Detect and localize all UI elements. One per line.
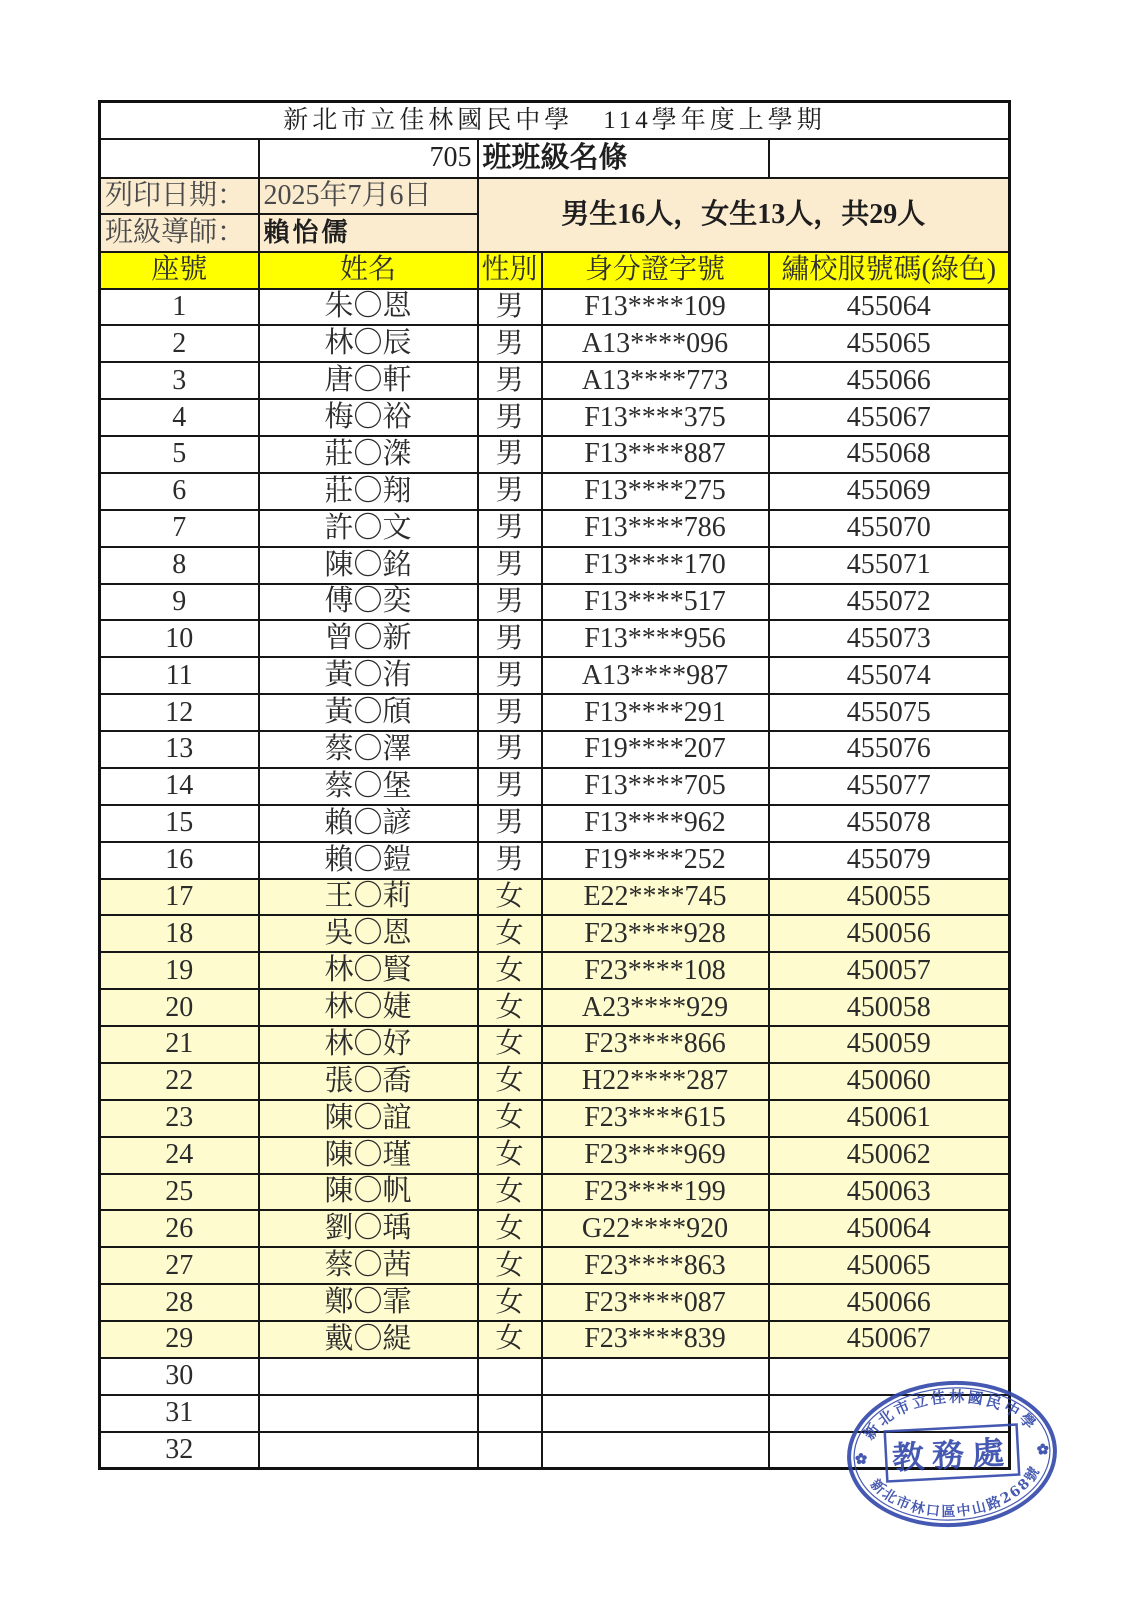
stamp-top-text: 新北市立佳林國民中學	[860, 1387, 1042, 1444]
student-id-cell: F13****887	[542, 436, 769, 473]
roster-title: 班班級名條	[478, 139, 769, 178]
student-seat-cell: 12	[100, 694, 259, 731]
student-row	[100, 1100, 1010, 1137]
column-header-row	[100, 252, 1010, 289]
student-uniform-no-cell: 455079	[769, 842, 1010, 879]
student-sex-cell: 女	[478, 1247, 542, 1284]
student-seat-cell: 18	[100, 915, 259, 952]
student-uniform-no-cell: 450062	[769, 1137, 1010, 1174]
student-row	[100, 731, 1010, 768]
student-name-cell: 莊〇滐	[259, 436, 478, 473]
student-sex-cell: 女	[478, 1321, 542, 1358]
document-title	[100, 102, 1010, 139]
student-name-cell: 朱〇恩	[259, 289, 478, 326]
student-sex-cell: 男	[478, 325, 542, 362]
blank-cell	[769, 139, 1010, 178]
student-name-cell: 吳〇恩	[259, 915, 478, 952]
student-row	[100, 620, 1010, 657]
student-row	[100, 1063, 1010, 1100]
student-id-cell: F13****109	[542, 289, 769, 326]
student-uniform-no-cell: 450066	[769, 1284, 1010, 1321]
student-name-cell: 莊〇翔	[259, 473, 478, 510]
student-id-cell: F13****291	[542, 694, 769, 731]
student-name-cell: 林〇賢	[259, 952, 478, 989]
student-row	[100, 1321, 1010, 1358]
student-sex-cell	[478, 1395, 542, 1432]
student-sex-cell: 男	[478, 473, 542, 510]
student-seat-cell: 10	[100, 620, 259, 657]
student-seat-cell: 15	[100, 805, 259, 842]
term-label: 114學年度上學期	[603, 106, 826, 134]
student-row	[100, 989, 1010, 1026]
student-seat-cell: 30	[100, 1358, 259, 1395]
student-name-cell: 蔡〇茜	[259, 1247, 478, 1284]
student-row	[100, 325, 1010, 362]
student-uniform-no-cell: 450064	[769, 1210, 1010, 1247]
student-uniform-no-cell: 455071	[769, 547, 1010, 584]
student-id-cell: A13****096	[542, 325, 769, 362]
student-id-cell: F23****087	[542, 1284, 769, 1321]
student-id-cell: F13****956	[542, 620, 769, 657]
student-row	[100, 1026, 1010, 1063]
student-row	[100, 289, 1010, 326]
student-uniform-no-cell: 455067	[769, 399, 1010, 436]
student-seat-cell: 22	[100, 1063, 259, 1100]
student-seat-cell: 14	[100, 768, 259, 805]
student-row	[100, 510, 1010, 547]
student-sex-cell: 男	[478, 510, 542, 547]
school-seal-stamp	[846, 1378, 1058, 1530]
student-name-cell: 陳〇銘	[259, 547, 478, 584]
student-seat-cell: 27	[100, 1247, 259, 1284]
student-seat-cell: 4	[100, 399, 259, 436]
student-uniform-no-cell: 450061	[769, 1100, 1010, 1137]
student-row	[100, 1174, 1010, 1211]
student-id-cell: F23****928	[542, 915, 769, 952]
student-seat-cell: 28	[100, 1284, 259, 1321]
student-sex-cell: 女	[478, 1137, 542, 1174]
student-sex-cell: 女	[478, 915, 542, 952]
student-row	[100, 1137, 1010, 1174]
class-number: 705	[259, 139, 478, 178]
student-seat-cell: 5	[100, 436, 259, 473]
student-sex-cell: 男	[478, 731, 542, 768]
print-date-label: 列印日期：	[100, 178, 259, 214]
student-uniform-no-cell: 455077	[769, 768, 1010, 805]
student-id-cell: F13****786	[542, 510, 769, 547]
student-id-cell	[542, 1432, 769, 1469]
class-roster-table	[98, 100, 1011, 1470]
student-seat-cell: 16	[100, 842, 259, 879]
student-uniform-no-cell: 450055	[769, 879, 1010, 916]
student-seat-cell: 24	[100, 1137, 259, 1174]
student-id-cell: F13****275	[542, 473, 769, 510]
student-seat-cell: 29	[100, 1321, 259, 1358]
student-seat-cell: 9	[100, 584, 259, 621]
student-row	[100, 657, 1010, 694]
student-row	[100, 768, 1010, 805]
student-sex-cell: 男	[478, 289, 542, 326]
student-rows	[100, 289, 1010, 1469]
student-id-cell: F23****863	[542, 1247, 769, 1284]
student-seat-cell: 31	[100, 1395, 259, 1432]
student-row	[100, 584, 1010, 621]
student-name-cell: 王〇莉	[259, 879, 478, 916]
class-row	[100, 139, 1010, 178]
student-row	[100, 1210, 1010, 1247]
student-name-cell	[259, 1395, 478, 1432]
column-header-seat: 座號	[100, 252, 259, 289]
student-sex-cell: 女	[478, 1210, 542, 1247]
student-id-cell: A13****987	[542, 657, 769, 694]
student-seat-cell: 20	[100, 989, 259, 1026]
student-sex-cell: 男	[478, 842, 542, 879]
student-id-cell: A23****929	[542, 989, 769, 1026]
student-name-cell: 陳〇帆	[259, 1174, 478, 1211]
student-sex-cell: 女	[478, 1174, 542, 1211]
print-date: 2025年7月6日	[259, 178, 478, 214]
student-name-cell: 曾〇新	[259, 620, 478, 657]
student-uniform-no-cell: 455074	[769, 657, 1010, 694]
student-uniform-no-cell: 455073	[769, 620, 1010, 657]
student-id-cell: F13****375	[542, 399, 769, 436]
student-uniform-no-cell: 455075	[769, 694, 1010, 731]
student-uniform-no-cell: 450057	[769, 952, 1010, 989]
title-row	[100, 102, 1010, 139]
flower-icon	[1037, 1443, 1049, 1455]
student-id-cell: H22****287	[542, 1063, 769, 1100]
student-name-cell: 陳〇誼	[259, 1100, 478, 1137]
student-name-cell: 蔡〇堡	[259, 768, 478, 805]
student-sex-cell: 男	[478, 620, 542, 657]
column-header-id: 身分證字號	[542, 252, 769, 289]
student-row	[100, 805, 1010, 842]
student-id-cell: F13****962	[542, 805, 769, 842]
student-name-cell: 黃〇洧	[259, 657, 478, 694]
student-sex-cell: 女	[478, 1100, 542, 1137]
student-sex-cell: 男	[478, 657, 542, 694]
student-seat-cell: 25	[100, 1174, 259, 1211]
student-uniform-no-cell: 455078	[769, 805, 1010, 842]
student-sex-cell	[478, 1432, 542, 1469]
student-name-cell: 賴〇鎧	[259, 842, 478, 879]
student-name-cell: 劉〇瑀	[259, 1210, 478, 1247]
student-row	[100, 694, 1010, 731]
student-id-cell: F13****705	[542, 768, 769, 805]
column-header-uniform-number: 繡校服號碼(綠色)	[769, 252, 1010, 289]
student-uniform-no-cell: 450060	[769, 1063, 1010, 1100]
student-uniform-no-cell: 450063	[769, 1174, 1010, 1211]
student-uniform-no-cell: 455072	[769, 584, 1010, 621]
student-row	[100, 915, 1010, 952]
student-name-cell: 唐〇軒	[259, 362, 478, 399]
student-row	[100, 399, 1010, 436]
student-row	[100, 952, 1010, 989]
student-id-cell: G22****920	[542, 1210, 769, 1247]
student-name-cell: 林〇辰	[259, 325, 478, 362]
student-sex-cell: 女	[478, 1284, 542, 1321]
student-sex-cell: 男	[478, 768, 542, 805]
student-uniform-no-cell: 450056	[769, 915, 1010, 952]
student-name-cell: 許〇文	[259, 510, 478, 547]
student-seat-cell: 11	[100, 657, 259, 694]
student-id-cell: F23****969	[542, 1137, 769, 1174]
homeroom-teacher-name: 賴怡儒	[259, 214, 478, 252]
student-seat-cell: 2	[100, 325, 259, 362]
student-sex-cell: 男	[478, 362, 542, 399]
student-name-cell: 蔡〇澤	[259, 731, 478, 768]
student-id-cell	[542, 1358, 769, 1395]
student-seat-cell: 1	[100, 289, 259, 326]
student-name-cell: 賴〇諺	[259, 805, 478, 842]
student-sex-cell: 男	[478, 694, 542, 731]
student-sex-cell: 男	[478, 584, 542, 621]
student-uniform-no-cell: 455069	[769, 473, 1010, 510]
student-row	[100, 842, 1010, 879]
student-row	[100, 362, 1010, 399]
student-sex-cell: 男	[478, 399, 542, 436]
student-uniform-no-cell: 450067	[769, 1321, 1010, 1358]
student-seat-cell: 17	[100, 879, 259, 916]
enrollment-summary: 男生16人，女生13人，共29人	[478, 178, 1010, 252]
school-name: 新北市立佳林國民中學	[283, 106, 574, 134]
student-uniform-no-cell: 450059	[769, 1026, 1010, 1063]
student-seat-cell: 23	[100, 1100, 259, 1137]
student-name-cell: 傅〇奕	[259, 584, 478, 621]
student-name-cell: 梅〇裕	[259, 399, 478, 436]
student-uniform-no-cell: 455066	[769, 362, 1010, 399]
student-uniform-no-cell: 450065	[769, 1247, 1010, 1284]
student-uniform-no-cell: 450058	[769, 989, 1010, 1026]
homeroom-teacher-label: 班級導師：	[100, 214, 259, 252]
column-header-sex: 性別	[478, 252, 542, 289]
student-id-cell: E22****745	[542, 879, 769, 916]
student-seat-cell: 21	[100, 1026, 259, 1063]
student-name-cell: 陳〇瑾	[259, 1137, 478, 1174]
student-sex-cell: 女	[478, 952, 542, 989]
student-name-cell: 戴〇緹	[259, 1321, 478, 1358]
stamp-bottom-text: 新北市林口區中山路268號	[866, 1463, 1045, 1521]
student-name-cell: 鄭〇霏	[259, 1284, 478, 1321]
student-row	[100, 1284, 1010, 1321]
student-id-cell: F13****170	[542, 547, 769, 584]
blank-cell	[100, 139, 259, 178]
student-sex-cell: 男	[478, 436, 542, 473]
student-seat-cell: 13	[100, 731, 259, 768]
student-uniform-no-cell: 455064	[769, 289, 1010, 326]
student-seat-cell: 26	[100, 1210, 259, 1247]
column-header-name: 姓名	[259, 252, 478, 289]
student-uniform-no-cell: 455076	[769, 731, 1010, 768]
student-sex-cell	[478, 1358, 542, 1395]
student-id-cell: F19****207	[542, 731, 769, 768]
student-uniform-no-cell: 455065	[769, 325, 1010, 362]
student-id-cell: F23****615	[542, 1100, 769, 1137]
student-id-cell: F19****252	[542, 842, 769, 879]
student-sex-cell: 女	[478, 1026, 542, 1063]
flower-icon	[855, 1453, 867, 1465]
student-seat-cell: 32	[100, 1432, 259, 1469]
student-seat-cell: 19	[100, 952, 259, 989]
student-name-cell	[259, 1358, 478, 1395]
student-sex-cell: 女	[478, 879, 542, 916]
student-row	[100, 436, 1010, 473]
student-name-cell: 黃〇頎	[259, 694, 478, 731]
student-sex-cell: 男	[478, 547, 542, 584]
student-id-cell: F23****866	[542, 1026, 769, 1063]
student-row	[100, 473, 1010, 510]
student-name-cell: 林〇妤	[259, 1026, 478, 1063]
student-seat-cell: 7	[100, 510, 259, 547]
student-uniform-no-cell: 455068	[769, 436, 1010, 473]
student-id-cell: F23****108	[542, 952, 769, 989]
student-sex-cell: 男	[478, 805, 542, 842]
student-row	[100, 1247, 1010, 1284]
student-sex-cell: 女	[478, 989, 542, 1026]
student-row	[100, 547, 1010, 584]
student-name-cell: 張〇喬	[259, 1063, 478, 1100]
student-id-cell: F23****199	[542, 1174, 769, 1211]
student-seat-cell: 8	[100, 547, 259, 584]
student-row	[100, 879, 1010, 916]
student-name-cell	[259, 1432, 478, 1469]
student-seat-cell: 3	[100, 362, 259, 399]
student-uniform-no-cell: 455070	[769, 510, 1010, 547]
student-id-cell: A13****773	[542, 362, 769, 399]
student-sex-cell: 女	[478, 1063, 542, 1100]
student-id-cell: F23****839	[542, 1321, 769, 1358]
student-name-cell: 林〇婕	[259, 989, 478, 1026]
stamp-center-text: 教務處	[891, 1432, 1013, 1478]
student-id-cell	[542, 1395, 769, 1432]
student-id-cell: F13****517	[542, 584, 769, 621]
student-seat-cell: 6	[100, 473, 259, 510]
print-date-row	[100, 178, 1010, 214]
